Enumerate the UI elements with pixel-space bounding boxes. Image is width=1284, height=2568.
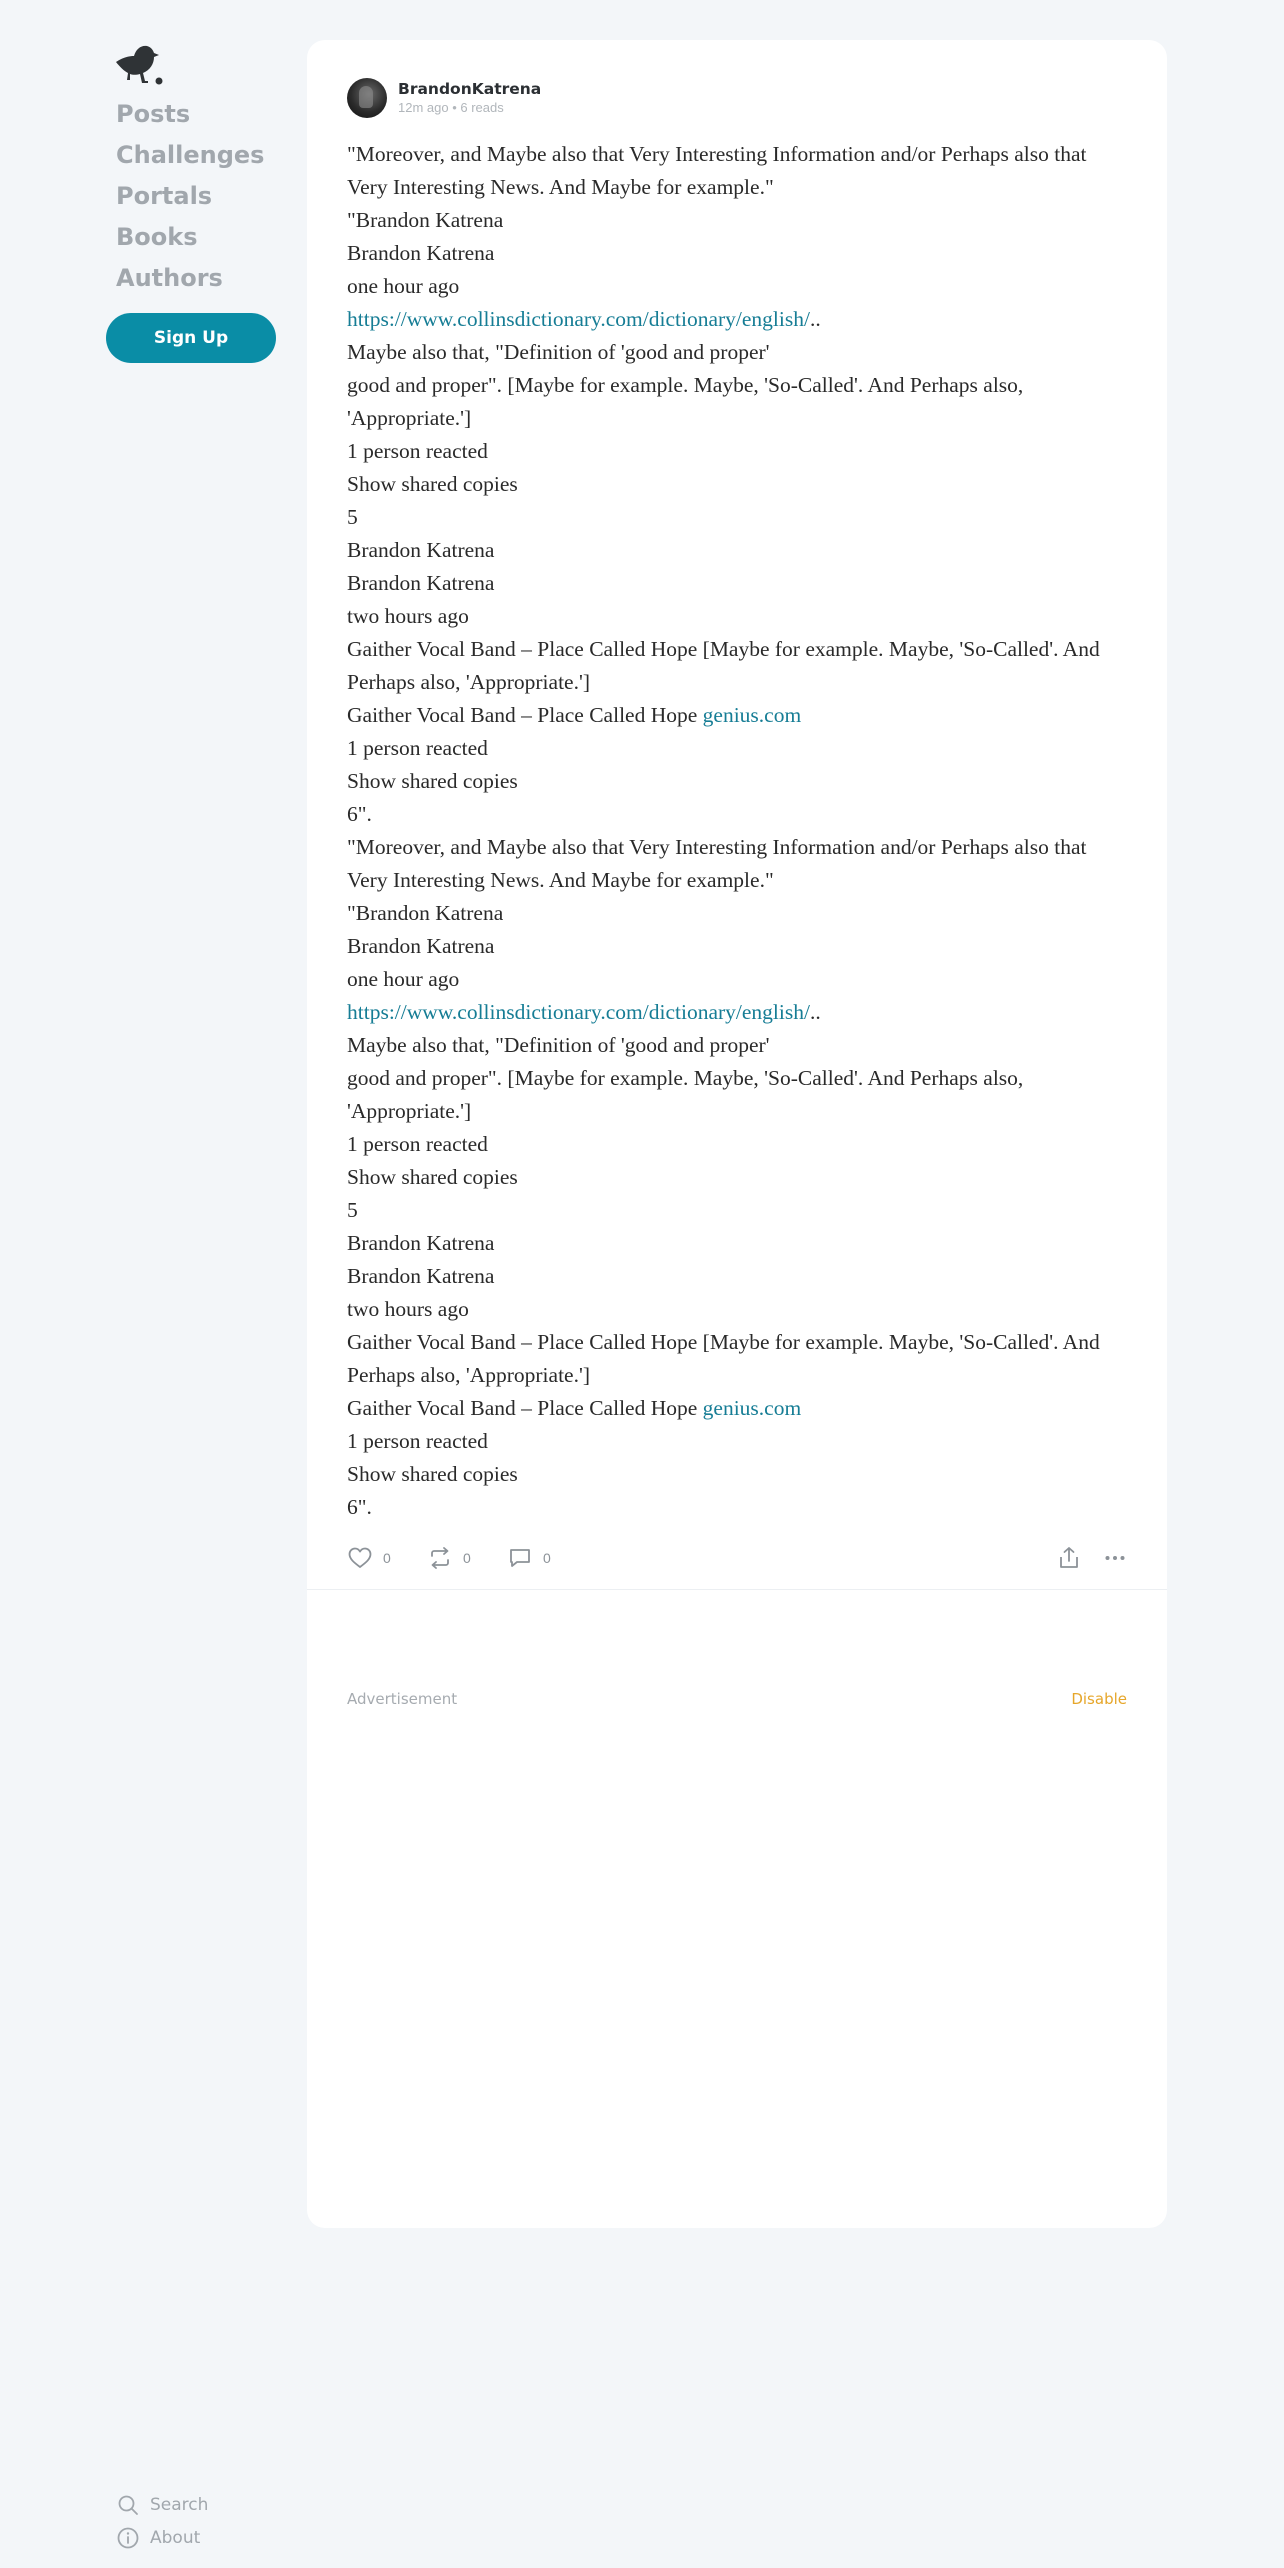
post-paragraph xyxy=(347,1458,1127,1491)
post-text: two hours ago xyxy=(347,604,469,628)
post-text: Gaither Vocal Band – Place Called Hope xyxy=(347,1396,703,1420)
heart-icon xyxy=(347,1546,373,1570)
post-paragraph xyxy=(347,204,1127,237)
post-paragraph xyxy=(347,1029,1127,1062)
post-text: good and proper". [Maybe for example. Maybe, 'So-Called'. And Perhaps also, 'Appropriate.'] xyxy=(347,1066,1024,1123)
post-text: Brandon Katrena xyxy=(347,1231,495,1255)
raven-logo-icon[interactable] xyxy=(112,40,166,88)
advertisement-label: Advertisement xyxy=(347,1690,458,1708)
sign-up-button[interactable]: Sign Up xyxy=(106,313,276,363)
post-paragraph xyxy=(347,1260,1127,1293)
post-text: Show shared copies xyxy=(347,1462,518,1486)
post-paragraph xyxy=(347,1194,1127,1227)
search-link[interactable] xyxy=(116,2488,208,2521)
post-text: Show shared copies xyxy=(347,1165,518,1189)
footer-links xyxy=(116,2488,208,2554)
author-name[interactable]: BrandonKatrena xyxy=(398,80,542,98)
more-icon xyxy=(1103,1546,1127,1570)
nav-portals[interactable]: Portals xyxy=(116,182,213,210)
post-text: one hour ago xyxy=(347,967,460,991)
post-text: 5 xyxy=(347,1198,358,1222)
post-meta: 12m ago • 6 reads xyxy=(398,100,504,115)
post-text: "Brandon Katrena xyxy=(347,208,504,232)
post-paragraph xyxy=(347,1425,1127,1458)
post-paragraph xyxy=(347,1293,1127,1326)
avatar[interactable] xyxy=(347,78,387,118)
post-link[interactable]: https://www.collinsdictionary.com/dictionary/english/ xyxy=(347,307,810,331)
post-text: 1 person reacted xyxy=(347,439,488,463)
post-text: "Moreover, and Maybe also that Very Interesting Information and/or Perhaps also that Very Interesting News. And Maybe for example." xyxy=(347,142,1087,199)
share-icon xyxy=(1057,1545,1081,1571)
post-paragraph xyxy=(347,699,1127,732)
post-text: "Brandon Katrena xyxy=(347,901,504,925)
about-link[interactable] xyxy=(116,2521,208,2554)
comment-button[interactable] xyxy=(507,1540,551,1576)
post-paragraph xyxy=(347,1491,1127,1524)
disable-ads-link[interactable]: Disable xyxy=(1071,1690,1127,1708)
repost-button[interactable] xyxy=(427,1540,471,1576)
post-paragraph xyxy=(347,1161,1127,1194)
post-paragraph xyxy=(347,336,1127,369)
post-text: Gaither Vocal Band – Place Called Hope [Maybe for example. Maybe, 'So-Called'. And Perhaps also, 'Appropriate.'] xyxy=(347,1330,1100,1387)
post-paragraph xyxy=(347,963,1127,996)
post-paragraph xyxy=(347,501,1127,534)
post-body xyxy=(347,138,1127,1524)
search-label: Search xyxy=(150,2494,209,2515)
post-text: Gaither Vocal Band – Place Called Hope xyxy=(347,703,703,727)
post-paragraph xyxy=(347,831,1127,897)
post-text: .. xyxy=(809,1000,821,1024)
author-block xyxy=(398,79,541,117)
post-link[interactable]: genius.com xyxy=(702,703,802,727)
repost-icon xyxy=(427,1546,453,1570)
info-icon xyxy=(116,2526,140,2550)
post-paragraph xyxy=(347,633,1127,699)
post-text: Brandon Katrena xyxy=(347,1264,495,1288)
post-text: Show shared copies xyxy=(347,769,518,793)
post-paragraph xyxy=(347,138,1127,204)
post-header xyxy=(347,78,541,118)
post-paragraph xyxy=(347,567,1127,600)
post-paragraph xyxy=(347,798,1127,831)
post-paragraph xyxy=(347,303,1127,336)
post-paragraph xyxy=(347,435,1127,468)
post-paragraph xyxy=(347,270,1127,303)
post-text: 5 xyxy=(347,505,358,529)
post-text: Maybe also that, "Definition of 'good and proper' xyxy=(347,1033,770,1057)
post-text: 6". xyxy=(347,1495,372,1519)
post-paragraph xyxy=(347,1227,1127,1260)
post-text: one hour ago xyxy=(347,274,460,298)
post-text: Brandon Katrena xyxy=(347,538,495,562)
post-actions xyxy=(347,1540,1127,1576)
post-text: two hours ago xyxy=(347,1297,469,1321)
search-icon xyxy=(116,2493,140,2517)
post-text: Brandon Katrena xyxy=(347,241,495,265)
post-text: 1 person reacted xyxy=(347,736,488,760)
nav-books[interactable]: Books xyxy=(116,223,198,251)
post-paragraph xyxy=(347,732,1127,765)
post-text: .. xyxy=(809,307,821,331)
nav-challenges[interactable]: Challenges xyxy=(116,141,265,169)
post-link[interactable]: genius.com xyxy=(702,1396,802,1420)
post-paragraph xyxy=(347,369,1127,435)
post-text: "Moreover, and Maybe also that Very Interesting Information and/or Perhaps also that Very Interesting News. And Maybe for example." xyxy=(347,835,1087,892)
share-button[interactable] xyxy=(1057,1540,1081,1576)
nav-authors[interactable]: Authors xyxy=(116,264,223,292)
post-paragraph xyxy=(347,765,1127,798)
repost-count: 0 xyxy=(463,1550,471,1566)
post-paragraph xyxy=(347,996,1127,1029)
like-count: 0 xyxy=(383,1550,391,1566)
more-options-button[interactable] xyxy=(1103,1540,1127,1576)
post-paragraph xyxy=(347,1326,1127,1392)
sidebar xyxy=(106,40,278,363)
post-paragraph xyxy=(347,930,1127,963)
post-paragraph xyxy=(347,534,1127,567)
post-link[interactable]: https://www.collinsdictionary.com/dictionary/english/ xyxy=(347,1000,810,1024)
about-label: About xyxy=(150,2527,201,2548)
post-text: good and proper". [Maybe for example. Maybe, 'So-Called'. And Perhaps also, 'Appropriate.'] xyxy=(347,373,1024,430)
comment-count: 0 xyxy=(543,1550,551,1566)
post-text: 1 person reacted xyxy=(347,1429,488,1453)
post-paragraph xyxy=(347,468,1127,501)
post-text: Brandon Katrena xyxy=(347,934,495,958)
post-paragraph xyxy=(347,1128,1127,1161)
post-text: Brandon Katrena xyxy=(347,571,495,595)
post-paragraph xyxy=(347,1062,1127,1128)
post-paragraph xyxy=(347,600,1127,633)
post-text: Maybe also that, "Definition of 'good and proper' xyxy=(347,340,770,364)
post-text: 6". xyxy=(347,802,372,826)
post-paragraph xyxy=(347,897,1127,930)
comment-icon xyxy=(507,1546,533,1570)
main-nav xyxy=(106,94,278,299)
post-text: 1 person reacted xyxy=(347,1132,488,1156)
divider xyxy=(307,1589,1167,1590)
post-paragraph xyxy=(347,1392,1127,1425)
post-card xyxy=(307,40,1167,2228)
nav-posts[interactable]: Posts xyxy=(116,100,191,128)
like-button[interactable] xyxy=(347,1540,391,1576)
post-text: Gaither Vocal Band – Place Called Hope [Maybe for example. Maybe, 'So-Called'. And Perhaps also, 'Appropriate.'] xyxy=(347,637,1100,694)
post-text: Show shared copies xyxy=(347,472,518,496)
post-paragraph xyxy=(347,237,1127,270)
